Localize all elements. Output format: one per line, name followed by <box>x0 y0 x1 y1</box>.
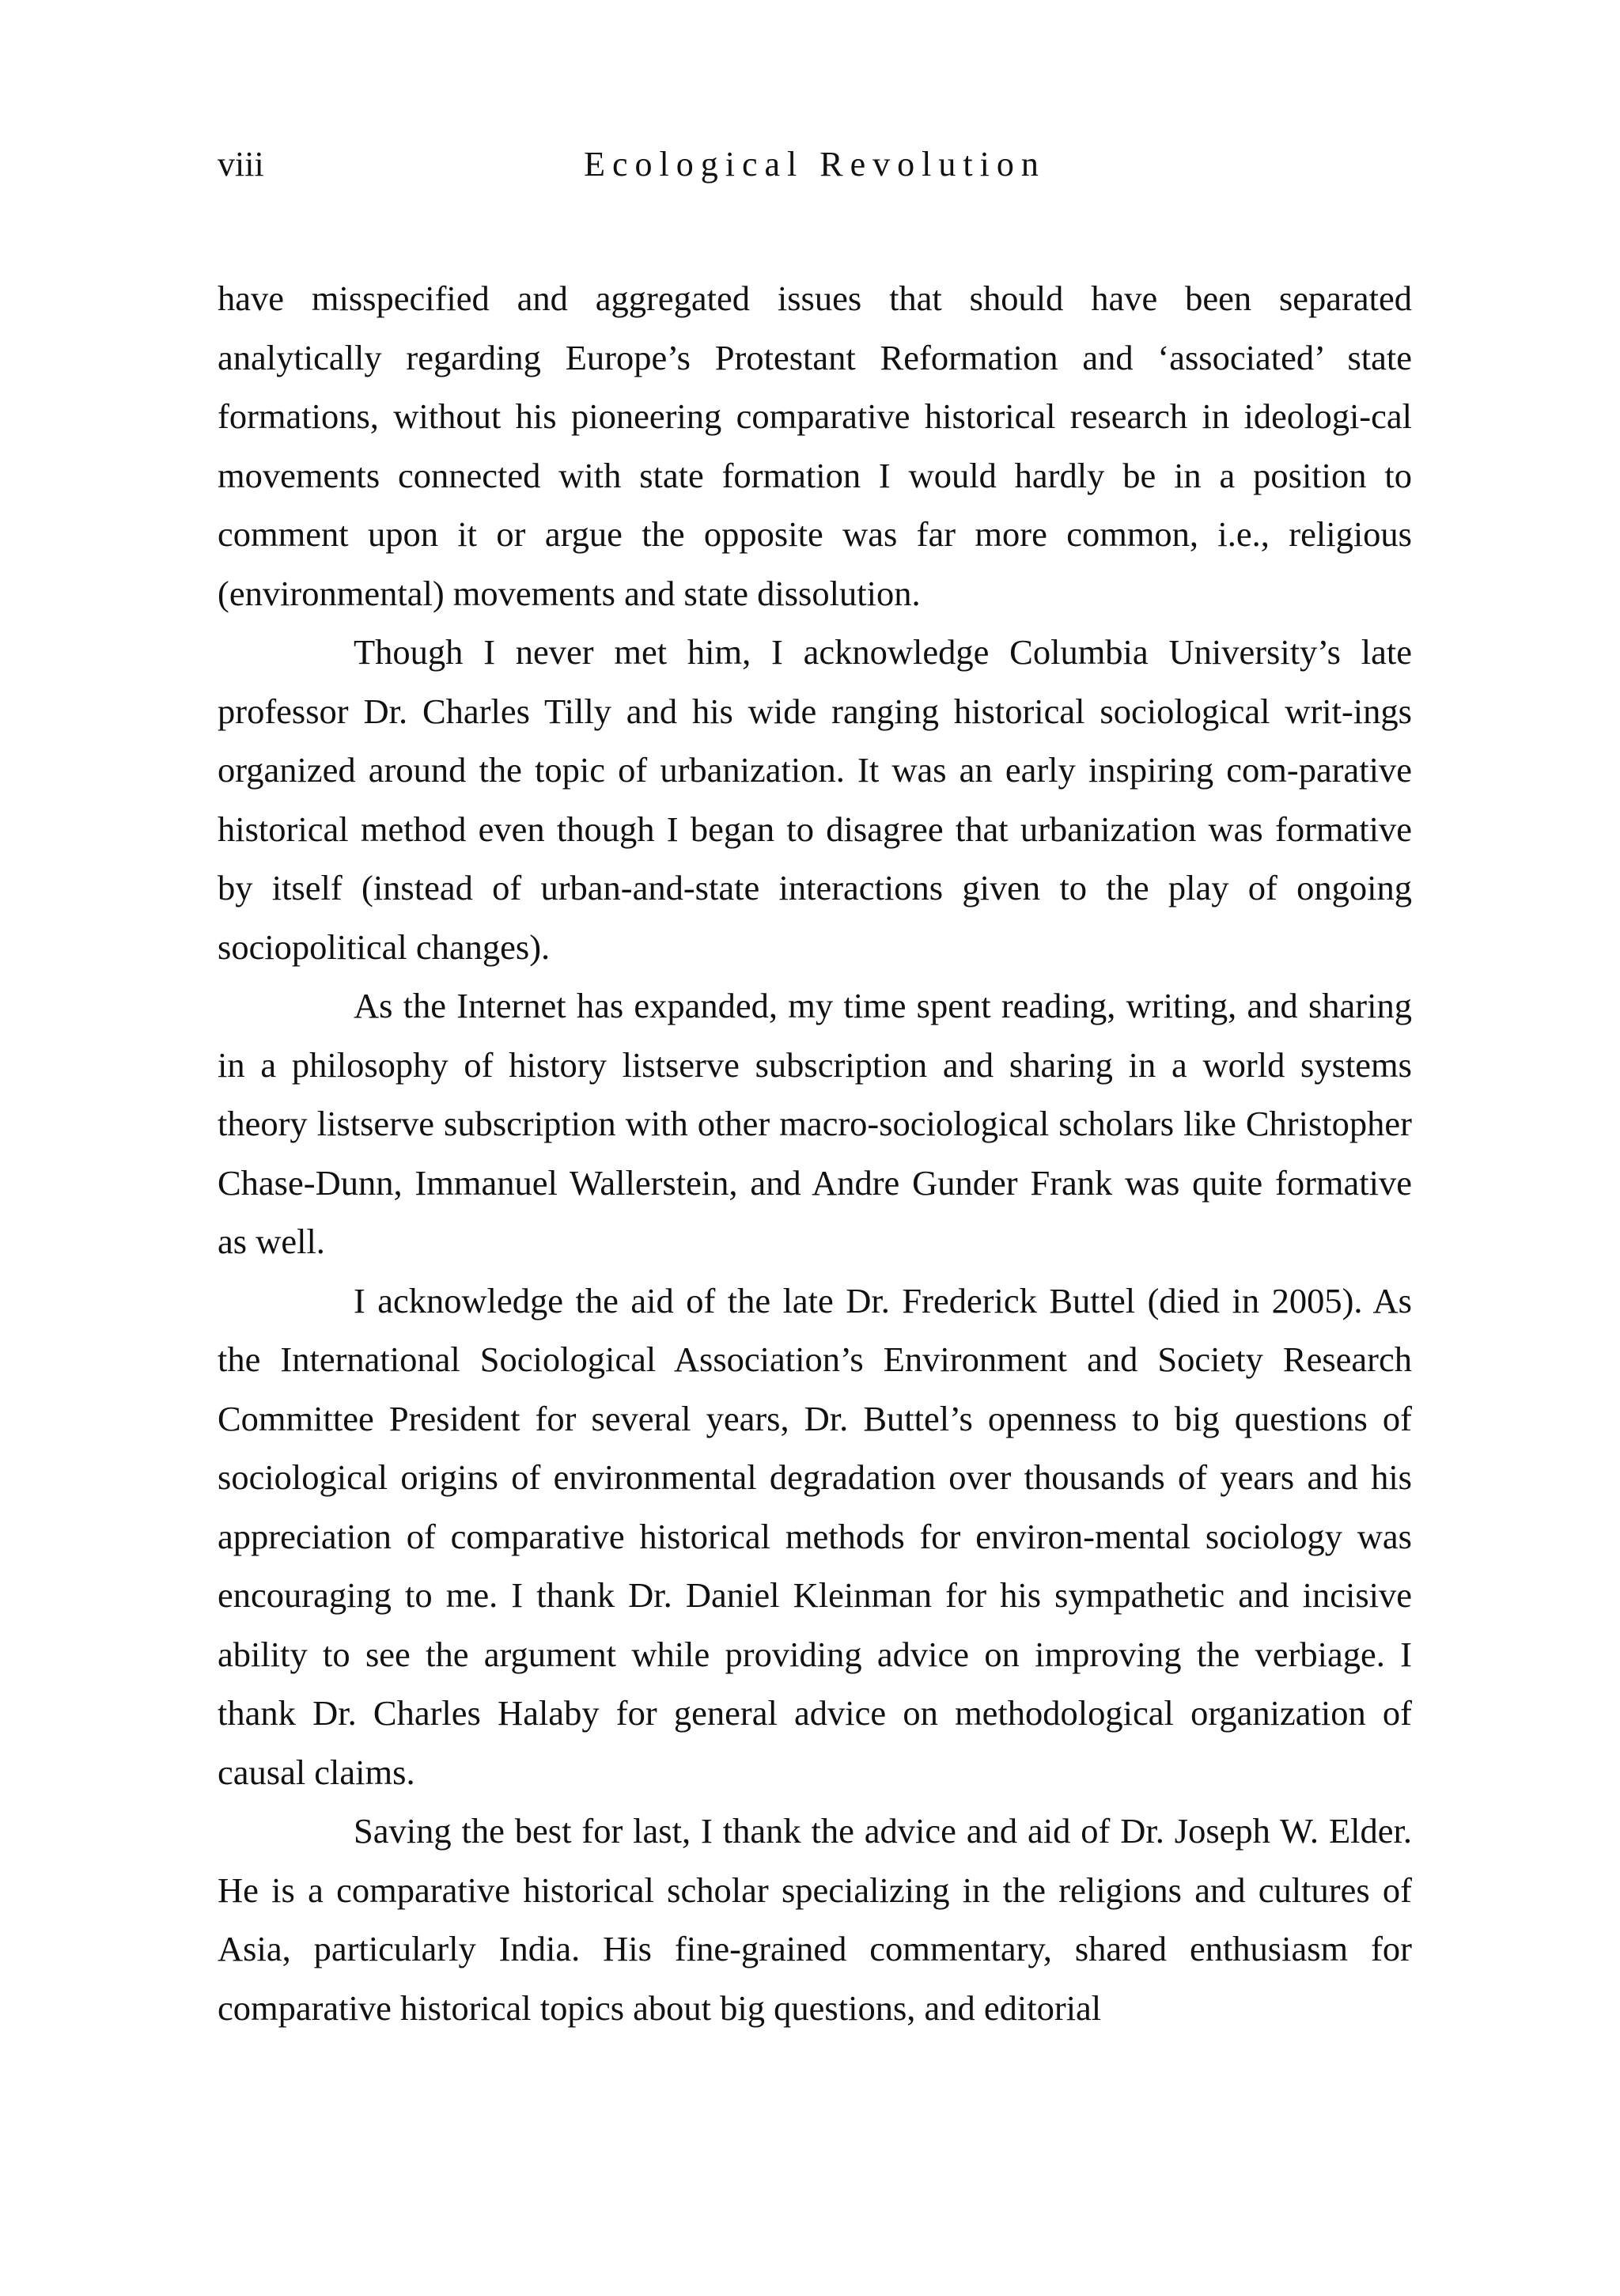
paragraph-elder: Saving the best for last, I thank the advice and aid of Dr. Joseph W. Elder. He is a comparative historical scholar specializing in the religions and cultures of Asia, particularly India. His fine-grained commentary, shared enthusiasm for comparative historical topics about big questions, and editorial <box>218 1811 1412 2028</box>
paragraph-continued: have misspecified and aggregated issues that should have been separated analytically regarding Europe’s Protestant Reformation and ‘associated’ state formations, without his pioneering comparative historical research in ideologi-cal movements connected with state formation I would hardly be in a position to comment upon it or argue the opposite was far more common, i.e., religious (environmental) movements and state dissolution. <box>218 278 1412 613</box>
page-number: viii <box>218 145 264 184</box>
body-text <box>218 269 1412 2037</box>
paragraph-buttel: I acknowledge the aid of the late Dr. Frederick Buttel (died in 2005). As the International Sociological Association’s Environment and Society Research Committee President for several years, Dr. Buttel’s openness to big questions of sociological origins of environmental degradation over thousands of years and his appreciation of comparative historical methods for environ-mental sociology was encouraging to me. I thank Dr. Daniel Kleinman for his sympathetic and incisive ability to see the argument while providing advice on improving the verbiage. I thank Dr. Charles Halaby for general advice on methodological organization of causal claims. <box>218 1280 1412 1792</box>
running-head <box>218 141 1412 188</box>
paragraph-internet: As the Internet has expanded, my time spent reading, writing, and sharing in a philosophy of history listserve subscription and sharing in a world systems theory listserve subscription with other macro-sociological scholars like Christopher Chase-Dunn, Immanuel Wallerstein, and Andre Gunder Frank was quite formative as well. <box>218 986 1412 1261</box>
paragraph-tilly: Though I never met him, I acknowledge Columbia University’s late professor Dr. Charles Tilly and his wide ranging historical sociological writ-ings organized around the topic of urbanization. It was an early inspiring com-parative historical method even though I began to disagree that urbanization was formative by itself (instead of urban-and-state interactions given to the play of ongoing sociopolitical changes). <box>218 632 1412 967</box>
running-title: Ecological Revolution <box>584 145 1046 184</box>
